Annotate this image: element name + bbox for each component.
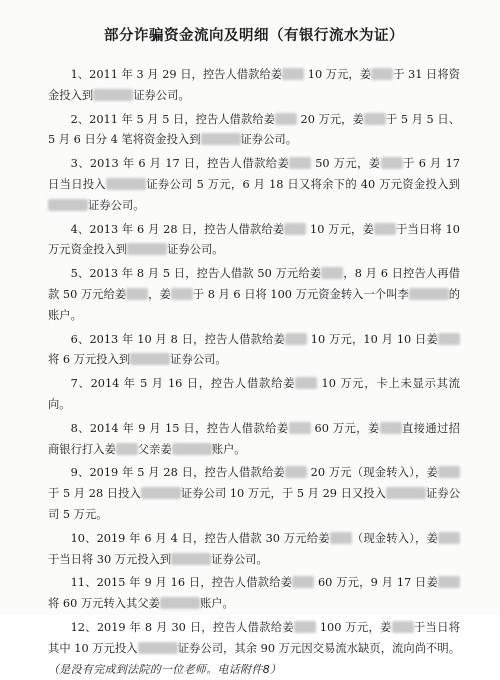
item-text: ，8 月 6 日控告人再借款 50 万元给姜 (48, 267, 460, 301)
redaction-mark (374, 223, 396, 235)
document-title: 部分诈骗资金流向及明细（有银行流水为证） (104, 27, 404, 44)
redaction-mark (292, 576, 314, 588)
redaction-mark (130, 353, 170, 365)
redaction-mark (294, 621, 316, 633)
list-item (48, 154, 464, 216)
redaction-mark (275, 113, 297, 125)
item-text: 60 万元，姜 (310, 421, 380, 435)
item-text: 证券公司，其余 90 万元因交易流水缺页，流向尚不明。 (177, 641, 461, 655)
item-text: 直接通过招商银行打入姜 (48, 421, 460, 456)
item-text: 8、2014 年 9 月 15 日，控告人借款给姜 (70, 421, 289, 435)
redaction-mark (106, 178, 146, 190)
item-text: 证券公司。 (211, 552, 268, 566)
redaction-mark (141, 487, 181, 499)
redaction-mark (172, 443, 212, 455)
redaction-mark (438, 333, 460, 345)
list-item (48, 529, 460, 571)
item-text: ，姜 (148, 287, 171, 301)
list-item (48, 264, 460, 326)
item-text: 10 万元，10 月 10 日姜 (307, 332, 438, 346)
item-text: （现金转入），姜 (351, 531, 438, 545)
item-text: 20 万元（现金转入），姜 (306, 466, 438, 480)
item-text: 7、2014 年 5 月 16 日，控告人借款给姜 (70, 377, 296, 391)
redaction-mark (48, 199, 88, 211)
redaction-mark (171, 553, 211, 565)
item-text: 5、2013 年 8 月 5 日，控告人借款 50 万元给姜 (70, 267, 322, 281)
item-text: 4、2013 年 6 月 28 日，控告人借款给姜 (70, 222, 285, 236)
redaction-mark (93, 89, 133, 101)
redaction-mark (386, 487, 426, 499)
item-text: 1、2011 年 3 月 29 日，控告人借款给姜 (70, 68, 283, 81)
list-item (48, 463, 460, 525)
item-text: 6、2013 年 10 月 8 日，控告人借款给姜 (70, 332, 286, 346)
redaction-mark (380, 422, 402, 434)
redaction-mark (438, 576, 460, 588)
redaction-mark (201, 133, 241, 145)
item-text: 账户。 (211, 442, 246, 456)
item-text: 账户。 (199, 597, 234, 611)
item-text: 证券公司 5 万元。 (48, 487, 460, 521)
item-text: 于 6 月 17 日当日投入 (48, 157, 464, 191)
item-text: 11、2015 年 9 月 16 日，控告人借款给姜 (70, 576, 293, 590)
list-item (48, 573, 460, 615)
item-text: 10 万元，姜 (306, 222, 374, 236)
list-item (48, 374, 460, 416)
redaction-mark (364, 113, 386, 125)
item-text: 将 6 万元投入到 (48, 353, 131, 367)
item-text: 于当日将其中 10 万元投入 (48, 620, 460, 655)
redaction-mark (381, 157, 403, 169)
item-text: 10、2019 年 6 月 4 日，控告人借款 30 万元给姜 (70, 531, 330, 545)
item-text: 证券公司 10 万元，于 5 月 29 日又投入 (180, 487, 386, 501)
item-text: 于 5 月 28 日投入 (48, 487, 141, 501)
redaction-mark (438, 466, 460, 478)
item-text: 9、2019 年 5 月 28 日，控告人借款给姜 (70, 466, 285, 480)
item-text: 于 8 月 6 日将 100 万元资金转入一个叫李 (192, 287, 409, 301)
item-text: 60 万元，9 月 17 日姜 (314, 576, 438, 590)
item-text: 于 5 月 5 日、5 月 6 日分 4 笔将资金投入到 (48, 112, 460, 147)
list-item (48, 220, 464, 262)
item-text: 12、2019 年 8 月 30 日，控告人借款给姜 (70, 620, 294, 634)
item-text: 证券公司 5 万元，6 月 18 日又将余下的 40 万元资金投入到 (146, 177, 460, 191)
redaction-mark (284, 223, 306, 235)
redaction-mark (295, 377, 317, 389)
item-text: 2、2011 年 5 月 5 日，控告人借款给姜 (70, 112, 275, 126)
redaction-mark (138, 642, 178, 654)
redaction-mark (285, 466, 307, 478)
redaction-mark (171, 288, 193, 300)
item-text: 将 60 万元转入其父姜 (48, 597, 160, 611)
item-text: 证券公司。 (240, 133, 297, 147)
handwritten-note: （是没有完成到法院的一位老师。电话附件8） (48, 662, 282, 676)
list-item (48, 330, 460, 372)
redaction-mark (321, 267, 343, 279)
redaction-mark (126, 288, 148, 300)
item-text: 父亲姜 (137, 442, 172, 456)
redaction-mark (285, 333, 307, 345)
item-text: 100 万元，姜 (315, 620, 392, 634)
item-text: 证券公司。 (133, 88, 190, 102)
redaction-mark (330, 532, 352, 544)
item-text: 证券公司。 (88, 198, 145, 212)
redaction-mark (371, 68, 393, 80)
redaction-mark (282, 68, 304, 80)
item-text: 10 万元，姜 (304, 68, 372, 81)
redaction-mark (392, 621, 414, 633)
redaction-mark (160, 597, 200, 609)
redaction-mark (289, 422, 311, 434)
item-text: 的账户。 (48, 287, 460, 322)
item-text: 3、2013 年 6 月 17 日，控告人借款给姜 (70, 157, 290, 171)
redaction-mark (409, 288, 449, 300)
redaction-mark (438, 532, 460, 544)
item-text: 20 万元，姜 (296, 112, 364, 126)
redaction-mark (289, 157, 311, 169)
item-text: 于当日将 30 万元投入到 (48, 552, 172, 566)
list-item (48, 618, 460, 680)
item-text: 10 万元，卡上未显示其流向。 (48, 377, 460, 411)
item-text: 于 31 日将资金投入到 (48, 68, 460, 102)
list-item (48, 110, 460, 152)
item-text: 于当日将 10 万元资金投入到 (48, 222, 464, 257)
list-item (48, 65, 460, 107)
list-item (48, 419, 460, 461)
item-text: 证券公司。 (167, 243, 224, 257)
item-text: 50 万元，姜 (311, 157, 381, 171)
item-list (48, 65, 464, 680)
redaction-mark (116, 443, 138, 455)
redaction-mark (127, 243, 167, 255)
item-text: 证券公司。 (170, 353, 227, 367)
